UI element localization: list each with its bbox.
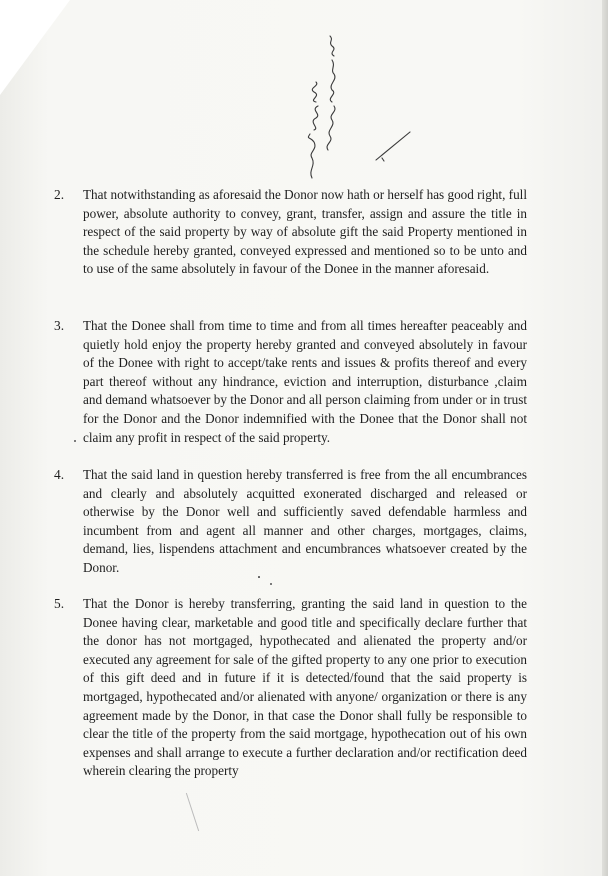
clause-text: That the Donor is hereby transferring, granting the said land in question to the Donee having clear, marketable and good title and specifically declare further that the donor has not mortgaged, hypothecated and alienated the property and/or executed any agreement for sale of the gifted property to any one prior to execution of this gift deed and in future if it is detected/found that the said property is mortgaged, hypothecated and/or alienated with anyone/ organization or there is any agreement made by the Donor, in that case the Donor shall fully be responsible to clear the title of the property from the said mortgage, hypothecation out of his own expenses and shall arrange to execute a further declaration and/or rectification deed wherein clearing the property [83,596,527,779]
clause-number: 5. [54,596,65,611]
clause-text: That notwithstanding as aforesaid the Donor now hath or herself has good right, full power, absolute authority to convey, grant, transfer, assign and assure the title in respect of the said property by way of absolute gift the said Property mentioned in the schedule hereby granted, conveyed expressed and mentioned so to be unto and to use of the same absolutely in favour of the Donee in the manner aforesaid. [83,187,527,277]
clause-number: 2. [54,187,65,202]
clause-number: 3. [54,318,65,333]
clause-text: That the said land in question hereby transferred is free from the all encumbrances and clearly and absolutely acquitted exonerated discharged and released or otherwise by the Donor well and sufficiently saved defendable harmless and incumbent from and agent all manner and other charges, mortgages, claims, demand, lies, lispendens attachment and encumbrances whatsoever created by the Donor. [83,467,527,575]
scan-speck [270,583,272,585]
clause-text: That the Donee shall from time to time and from all times hereafter peaceably and quietly hold enjoy the property hereby granted and conveyed absolutely in favour of the Donee with right to accept/take rents and issues & profits thereof and every part thereof without any hindrance, eviction and interruption, disturbance ,claim and demand whatsoever by the Donor and all person claiming from under or in trust for the Donor and the Donor indemnified with the Donee that the Donor shall not claim any profit in respect of the said property. [83,318,527,445]
page-edge-shadow [602,0,608,876]
folded-corner [0,0,70,95]
clause-number: 4. [54,467,65,482]
scan-speck [258,576,260,578]
handwritten-signature [298,30,418,180]
scan-stroke-mark [186,793,199,831]
scan-speck [74,440,76,442]
